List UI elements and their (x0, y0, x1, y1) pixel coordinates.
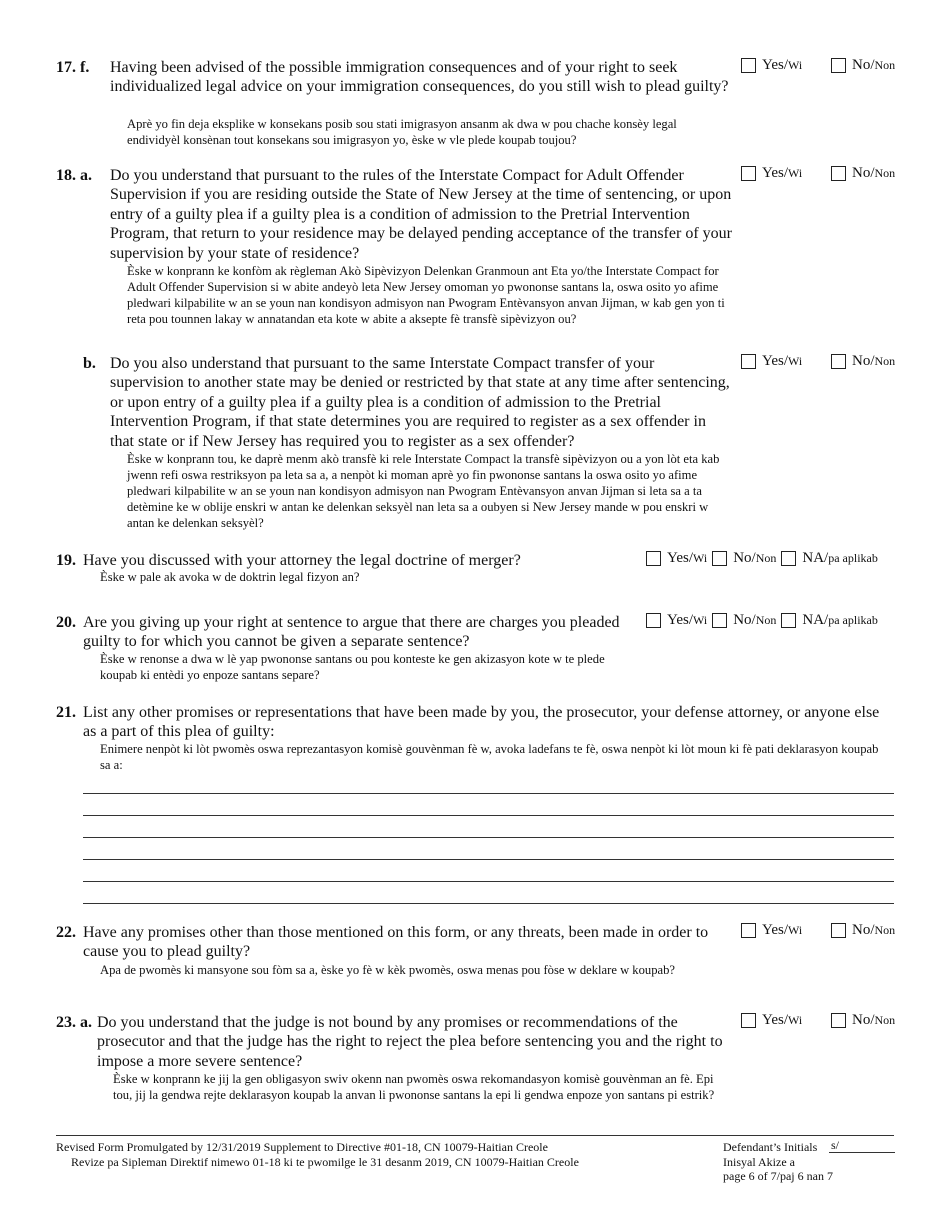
q17f-number: 17. f. (56, 59, 90, 76)
q18b-yes-option: Yes/ Wi (741, 353, 821, 370)
q20-yes-checkbox[interactable] (646, 613, 661, 628)
q18b-no-checkbox[interactable] (831, 354, 846, 369)
q23a-no-checkbox[interactable] (831, 1013, 846, 1028)
q17f-yes-checkbox[interactable] (741, 58, 756, 73)
q18a-no-checkbox[interactable] (831, 166, 846, 181)
q20-yes-option: Yes/ Wi (646, 612, 707, 629)
q19-text: Have you discussed with your attorney the legal doctrine of merger? (83, 552, 521, 569)
q18b-number: b. (83, 355, 96, 372)
q19-yes-option: Yes/ Wi (646, 550, 707, 567)
q20-options (646, 612, 878, 629)
q17f-text: Having been advised of the possible immigration consequences and of your right to seek individualized legal advice on your immigration consequences, do you still wish to plead guilty? (110, 59, 729, 96)
q17f-options (741, 57, 905, 74)
footer-revision-english: Revised Form Promulgated by 12/31/2019 Supplement to Directive #01-18, CN 10079-Haitian Creole (56, 1140, 548, 1154)
footer-initials-label: Defendant’s Initials (723, 1140, 818, 1154)
q18a-yes-checkbox[interactable] (741, 166, 756, 181)
q18a-options (741, 165, 905, 182)
q22-options (741, 922, 905, 939)
q22-yes-option: Yes/ Wi (741, 922, 821, 939)
q23a-yes-checkbox[interactable] (741, 1013, 756, 1028)
q21-answer-line-4[interactable] (83, 859, 894, 860)
q21-number: 21. (56, 704, 76, 721)
q18a-translation: Èske w konprann ke konfòm ak règleman Akò Sipèvizyon Delenkan Granmoun ant Eta yo/the Interstate Compact for Adult Offender Supervision si w abite andeyò leta New Jersey omoman yo pwononse santans la, oswa osito yo afime pledwari kilpabilite w an se youn nan kondisyon admisyon nan Pwogram Entèvansyon anvan Jijman, w kab gen yon ti reta pou tounnen lakay w annatandan eta kote w abite a aksepte fè transfè sipèvizyon ou? (127, 264, 725, 326)
q18a-no-option: No/ Non (831, 165, 895, 182)
q20-translation: Èske w renonse a dwa w lè yap pwononse santans ou pou konteste ke gen akizasyon kote w te plede koupab ki entèdi yo enpoze santans separe? (100, 652, 605, 682)
q19-yes-checkbox[interactable] (646, 551, 661, 566)
q20-text: Are you giving up your right at sentence to argue that there are charges you pleaded guilty to for which you cannot be given a separate sentence? (83, 614, 620, 651)
q18b-no-option: No/ Non (831, 353, 895, 370)
q18a-yes-option: Yes/ Wi (741, 165, 821, 182)
footer-divider (56, 1135, 894, 1136)
q18a-text: Do you understand that pursuant to the rules of the Interstate Compact for Adult Offender Supervision if you are residing outside the State of New Jersey at the time of sentencing, or upon entry of a guilty plea if a guilty plea is a condition of admission to the Pretrial Intervention Program, that return to your residence may be delayed pending acceptance of the transfer of your supervision by your state of residence? (110, 167, 732, 262)
q22-no-option: No/ Non (831, 922, 895, 939)
q20-number: 20. (56, 614, 76, 631)
q20-no-checkbox[interactable] (712, 613, 727, 628)
q17f-translation: Aprè yo fin deja eksplike w konsekans posib sou stati imigrasyon ansanm ak dwa w pou chache konsèy legal endividyèl konsènan tout konsekans sou imigrasyon yo, èske w vle plede koupab toujou? (127, 117, 677, 147)
q19-no-checkbox[interactable] (712, 551, 727, 566)
q19-options (646, 550, 878, 567)
q23a-yes-option: Yes/ Wi (741, 1012, 821, 1029)
q19-number: 19. (56, 552, 76, 569)
q21-answer-line-5[interactable] (83, 881, 894, 882)
q22-yes-checkbox[interactable] (741, 923, 756, 938)
q20-na-checkbox[interactable] (781, 613, 796, 628)
q21-answer-line-6[interactable] (83, 903, 894, 904)
footer-page-number: page 6 of 7/paj 6 nan 7 (723, 1169, 833, 1183)
q18b-translation: Èske w konprann tou, ke daprè menm akò transfè ki rele Interstate Compact la transfè sipèvizyon ou a yon lòt eta kab jwenn refi oswa restriksyon pa leta sa a, a nenpòt ki moman aprè yo fin pwononse santans la oswa osito yo afime pledwari kilpabilite w an se youn nan kondisyon admisyon nan Pwogram Entèvansyon anvan Jijman si leta sa a ta detèmine ke w oblije enskri w antan ke delenkan seksyèl nan leta sa a oubyen si New Jersey mande w pou enskri w antan ke delenkan seksyèl? (127, 452, 720, 530)
q17f-no-checkbox[interactable] (831, 58, 846, 73)
q19-translation: Èske w pale ak avoka w de doktrin legal fizyon an? (100, 570, 360, 584)
q18a-number: 18. a. (56, 167, 92, 184)
q22-text: Have any promises other than those mentioned on this form, or any threats, been made in order to cause you to plead guilty? (83, 924, 709, 961)
q20-na-option: NA/ pa aplikab (781, 612, 878, 629)
q21-answer-line-2[interactable] (83, 815, 894, 816)
q21-translation: Enimere nenpòt ki lòt pwomès oswa reprezantasyon komisè gouvènman fè w, avoka ladefans te fè, oswa nenpòt ki lòt moun ki fè pati deklarasyon koupab sa a: (100, 742, 879, 772)
q21-answer-line-3[interactable] (83, 837, 894, 838)
q19-no-option: No/ Non (712, 550, 776, 567)
q22-translation: Apa de pwomès ki mansyone sou fòm sa a, èske yo fè w kèk pwomès, oswa menas pou fòse w deklare w koupab? (100, 963, 675, 977)
q21-answer-line-1[interactable] (83, 793, 894, 794)
footer-revision-creole: Revize pa Sipleman Direktif nimewo 01-18 ki te pwomilge le 31 desanm 2019, CN 10079-Haitian Creole (71, 1155, 579, 1169)
q23a-no-option: No/ Non (831, 1012, 895, 1029)
q22-number: 22. (56, 924, 76, 941)
q18b-text: Do you also understand that pursuant to the same Interstate Compact transfer of your supervision to another state may be denied or restricted by that state at any time after sentencing, or upon entry of a guilty plea if a guilty plea is a condition of admission to the Pretrial Intervention Program, if that state determines you are required to register as a sex offender in that state or if New Jersey has required you to register as a sex offender? (110, 355, 730, 450)
q18b-yes-checkbox[interactable] (741, 354, 756, 369)
footer-initials-field[interactable]: s/ (829, 1138, 895, 1153)
q17f-yes-option: Yes/ Wi (741, 57, 821, 74)
q22-no-checkbox[interactable] (831, 923, 846, 938)
q23a-options (741, 1012, 905, 1029)
q23a-number: 23. a. (56, 1014, 92, 1031)
q17f-no-option: No/ Non (831, 57, 895, 74)
q20-no-option: No/ Non (712, 612, 776, 629)
q23a-translation: Èske w konprann ke jij la gen obligasyon swiv okenn nan pwomès oswa rekomandasyon komisè gouvènman an fè. Epi tou, jij la gendwa rejte deklarasyon koupab la anvan li pwononse santans la epi li gendwa enpoze yon santans pi estrik? (113, 1072, 715, 1102)
q19-na-checkbox[interactable] (781, 551, 796, 566)
q21-text: List any other promises or representations that have been made by you, the prosecutor, your defense attorney, or anyone else as a part of this plea of guilty: (83, 704, 880, 741)
q18b-options (741, 353, 905, 370)
q19-na-option: NA/ pa aplikab (781, 550, 878, 567)
q23a-text: Do you understand that the judge is not bound by any promises or recommendations of the prosecutor and that the judge has the right to reject the plea before sentencing you and the right to impose a more severe sentence? (97, 1014, 723, 1070)
footer-initials-creole: Inisyal Akize a (723, 1155, 795, 1169)
